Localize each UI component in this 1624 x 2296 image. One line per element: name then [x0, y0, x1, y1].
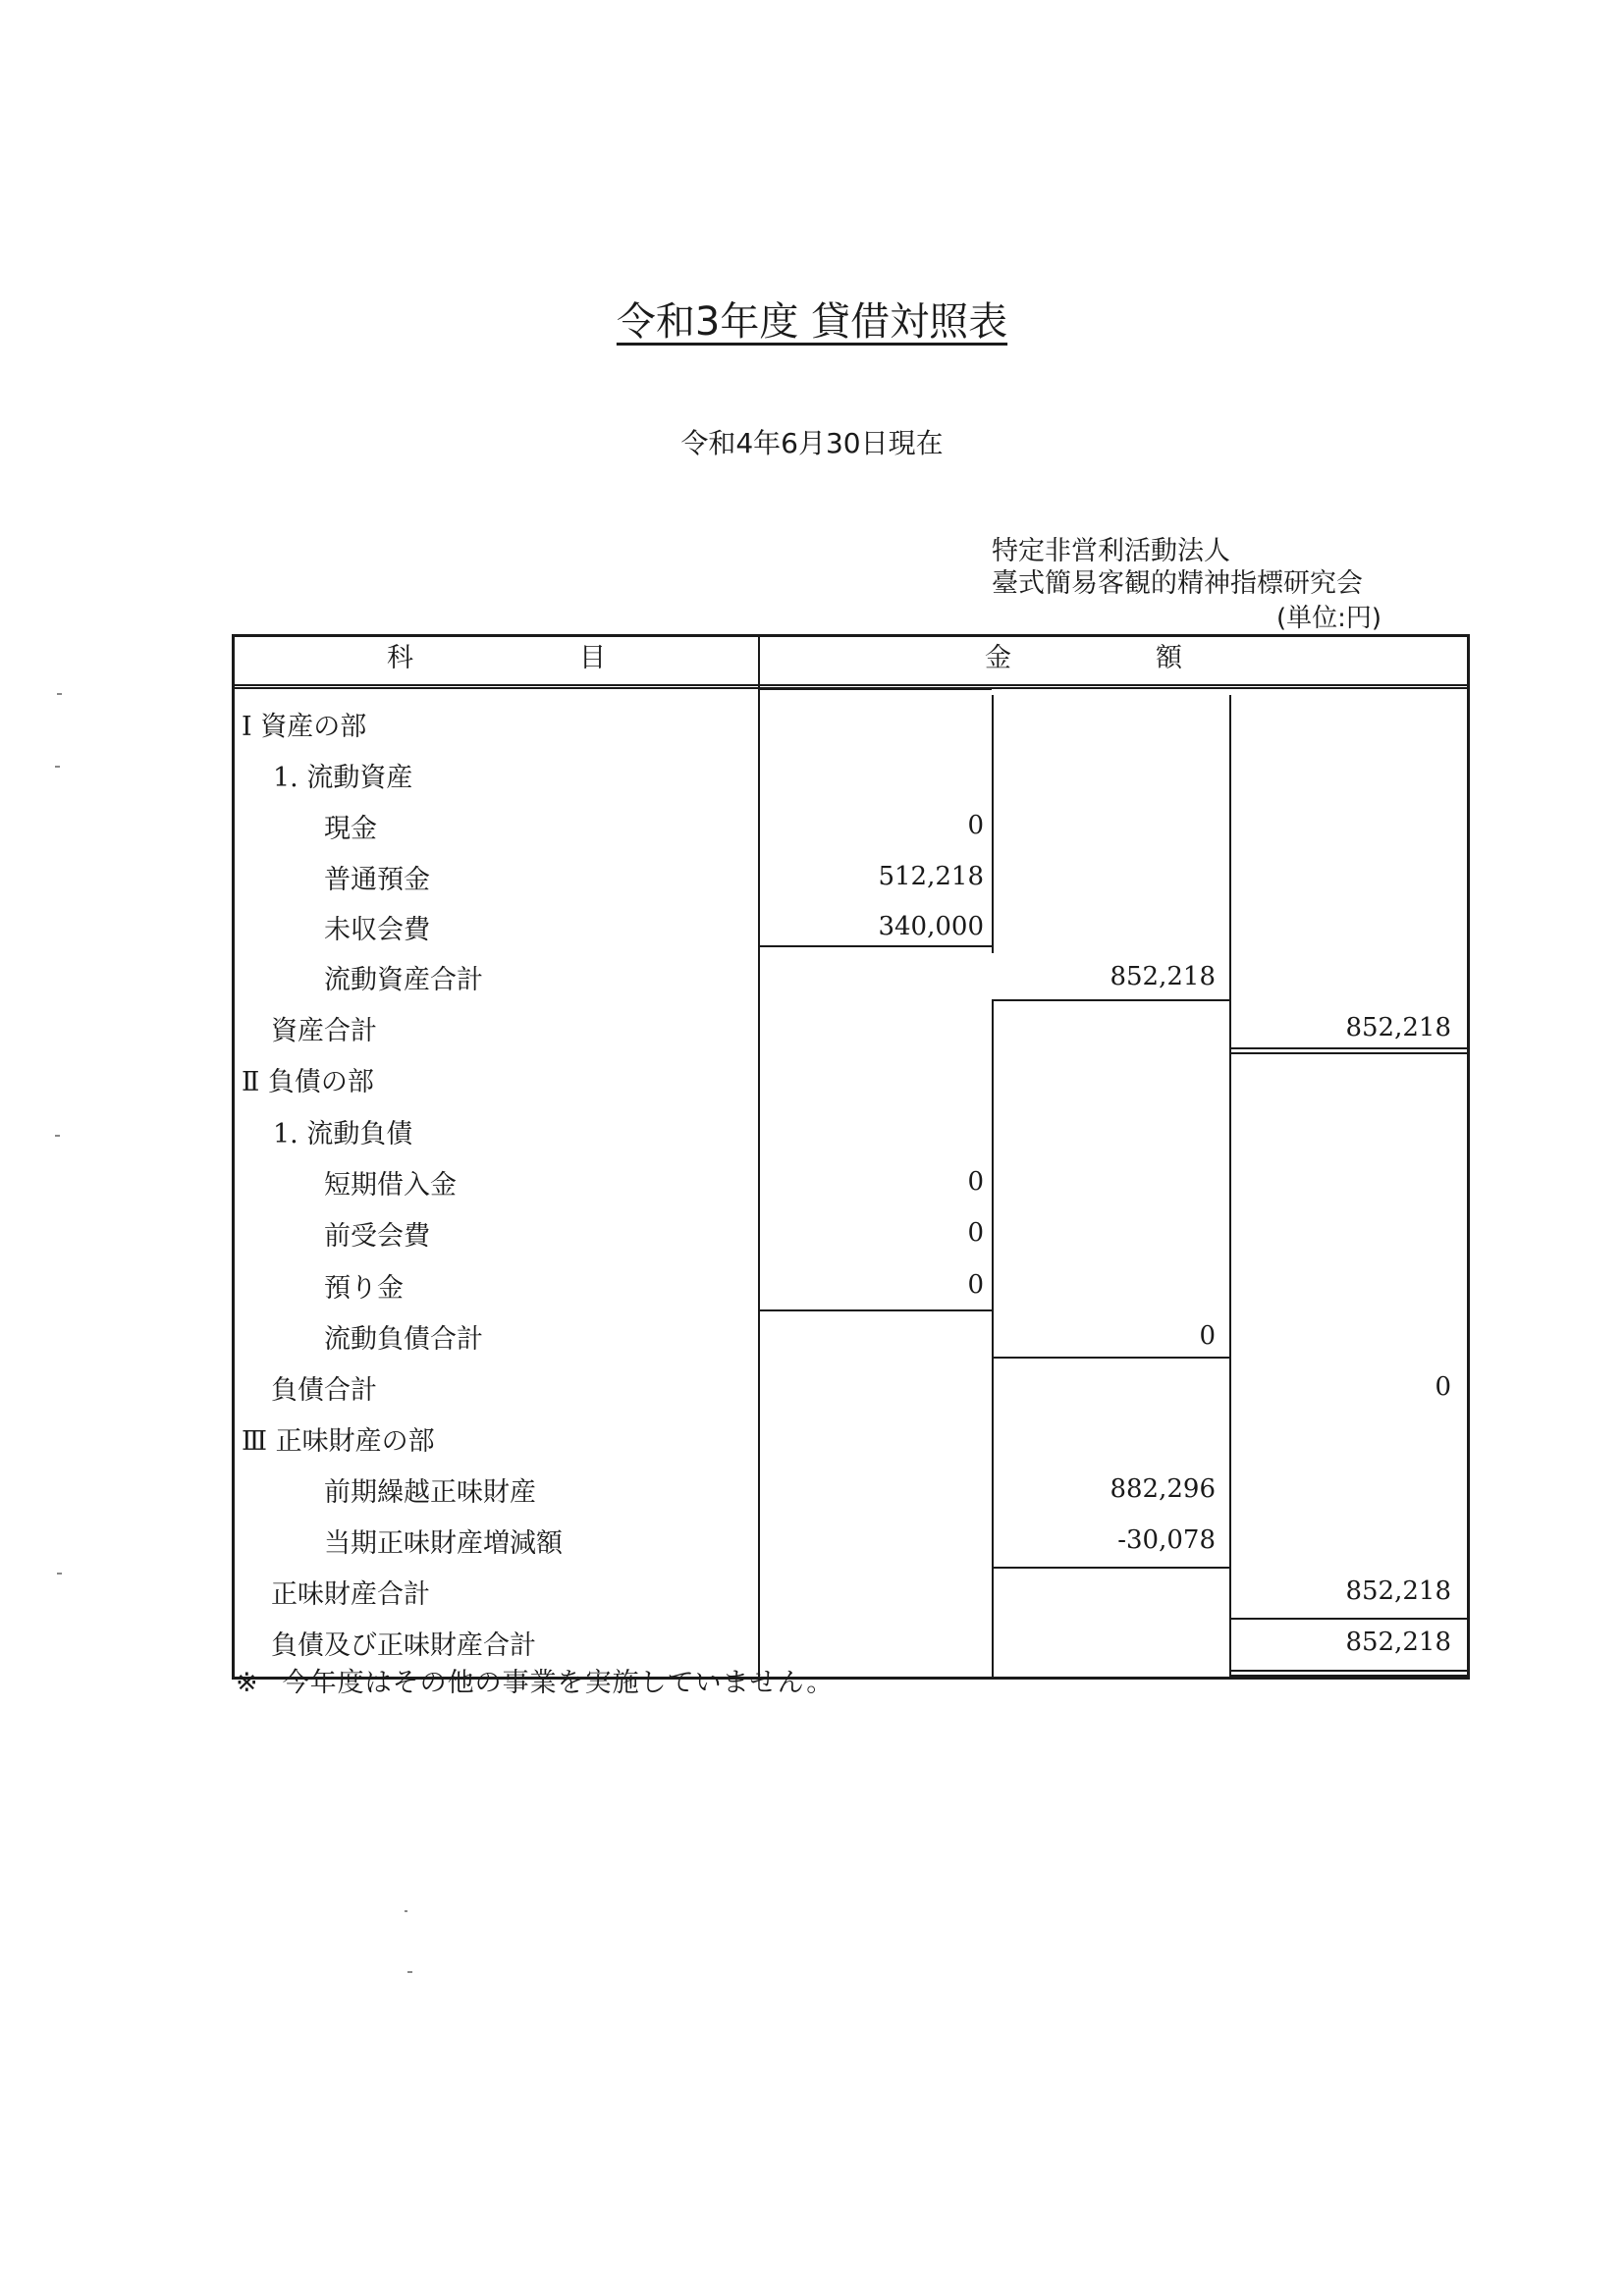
table-rule — [232, 684, 1467, 686]
row-label: 普通預金 — [324, 865, 430, 895]
amount-c1: 340,000 — [878, 912, 984, 941]
row-label: 預り金 — [324, 1273, 404, 1304]
footnote-mark: ※ — [236, 1668, 259, 1698]
unit-label: (単位:円) — [1276, 604, 1382, 633]
table-rule — [992, 695, 994, 953]
row-label: 現金 — [324, 814, 377, 844]
amount-c1: 0 — [967, 1218, 984, 1248]
row-label: 流動負債合計 — [324, 1324, 483, 1355]
scan-speck — [407, 1971, 412, 1973]
row-label: 前受会費 — [324, 1221, 430, 1252]
table-rule — [992, 1357, 1229, 1359]
row-label: 流動資産合計 — [324, 965, 483, 995]
scan-speck — [57, 693, 62, 695]
scan-speck — [57, 1573, 62, 1575]
row-label: 前期繰越正味財産 — [324, 1477, 536, 1508]
amount-c2: 0 — [1199, 1321, 1216, 1351]
row-label: Ⅲ 正味財産の部 — [242, 1426, 435, 1457]
amount-c1: 0 — [967, 1270, 984, 1300]
amount-c1: 512,218 — [878, 862, 984, 891]
table-rule — [992, 1567, 1229, 1569]
amount-c3: 852,218 — [1345, 1576, 1451, 1606]
amount-c2: 852,218 — [1110, 962, 1216, 991]
amount-c2: -30,078 — [1117, 1525, 1216, 1555]
header-subject-2: 目 — [579, 643, 606, 673]
row-label: 正味財産合計 — [271, 1579, 430, 1610]
table-rule — [1467, 634, 1470, 1680]
amount-c3: 852,218 — [1345, 1013, 1451, 1042]
table-rule — [1229, 1675, 1467, 1677]
header-amount-2: 額 — [1156, 643, 1182, 673]
table-rule — [1229, 1047, 1467, 1049]
header-subject-1: 科 — [387, 643, 413, 673]
table-rule — [758, 634, 760, 1677]
row-label: 1. 流動資産 — [273, 763, 413, 793]
as-of-date: 令和4年6月30日現在 — [680, 427, 944, 459]
organization-line-1: 特定非営利活動法人 — [992, 536, 1230, 566]
scan-speck — [55, 766, 60, 768]
amount-c3: 0 — [1435, 1372, 1451, 1402]
document-title: 令和3年度 貸借対照表 — [616, 299, 1008, 345]
organization-name — [992, 535, 1363, 600]
table-rule — [758, 1309, 992, 1311]
footnote — [236, 1661, 834, 1699]
row-label: Ⅱ 負債の部 — [242, 1067, 374, 1097]
footnote-text: 今年度はその他の事業を実施していません。 — [282, 1668, 835, 1698]
scan-speck — [405, 1910, 407, 1912]
table-rule — [992, 999, 1229, 1001]
row-label: 資産合計 — [271, 1016, 377, 1046]
organization-line-2: 臺式簡易客観的精神指標研究会 — [992, 568, 1363, 599]
table-rule — [232, 634, 1467, 637]
table-rule — [1229, 1670, 1467, 1672]
table-rule — [232, 634, 235, 1680]
amount-c2: 882,296 — [1110, 1474, 1216, 1504]
amount-c3: 852,218 — [1345, 1628, 1451, 1657]
row-label: 1. 流動負債 — [273, 1119, 413, 1149]
row-label: 短期借入金 — [324, 1170, 457, 1201]
row-label: 当期正味財産増減額 — [324, 1528, 563, 1559]
row-label: Ⅰ 資産の部 — [242, 712, 367, 742]
row-label: 負債及び正味財産合計 — [271, 1630, 536, 1661]
table-rule — [758, 945, 992, 947]
header-amount-1: 金 — [985, 643, 1011, 673]
table-rule — [1229, 1618, 1467, 1620]
scan-speck — [55, 1135, 60, 1137]
table-rule — [758, 689, 992, 690]
amount-c1: 0 — [967, 1167, 984, 1197]
row-label: 負債合計 — [271, 1375, 377, 1406]
table-rule — [1229, 1052, 1467, 1054]
table-rule — [992, 999, 994, 1677]
amount-c1: 0 — [967, 811, 984, 840]
table-rule — [1229, 695, 1231, 1677]
row-label: 未収会費 — [324, 915, 430, 945]
